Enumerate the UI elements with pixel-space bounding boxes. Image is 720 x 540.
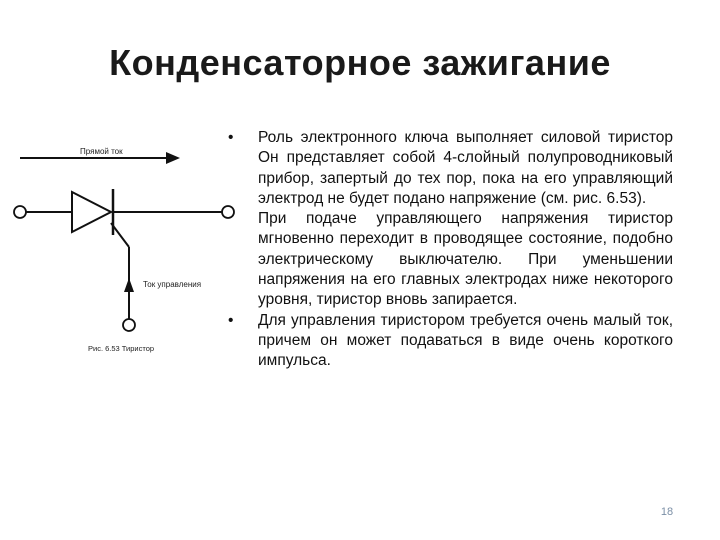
bullet-marker: •: [228, 311, 234, 329]
bullet-item: [228, 128, 673, 311]
thyristor-symbol: [72, 189, 113, 235]
figure-caption: Рис. 6.53 Тиристор: [88, 344, 155, 353]
forward-current-label: Прямой ток: [80, 147, 123, 156]
slide-title: Конденсаторное зажигание: [109, 42, 611, 83]
gate-terminal: [123, 319, 135, 331]
bullet-paragraph: Роль электронного ключа выполняет силовой тиристор Он представляет собой 4-слойный полупроводниковый прибор, запертый до тех пор, пока на его управляющий электрод не будет подано напряжение (см. рис. 6.53).: [258, 129, 673, 207]
bullet-marker: •: [228, 129, 234, 146]
slide-number: 18: [660, 506, 674, 518]
gate-lead: [111, 223, 129, 319]
bullet-list: [228, 128, 673, 372]
control-current-arrow: [124, 278, 134, 292]
bullet-paragraph: При подаче управляющего напряжения тиристор мгновенно переходит в проводящее состояние, подобно электрическому выключателю. При уменьшении напряжения на его главных электродах ниже некоторого уровня, тиристор вновь запирается.: [258, 210, 673, 309]
bullet-paragraph: Для управления тиристором требуется очень малый ток, причем он может подаваться в виде очень короткого импульса.: [258, 311, 673, 370]
control-current-label: Ток управления: [143, 280, 202, 289]
bullet-item: [228, 311, 673, 372]
anode-terminal: [14, 206, 26, 218]
